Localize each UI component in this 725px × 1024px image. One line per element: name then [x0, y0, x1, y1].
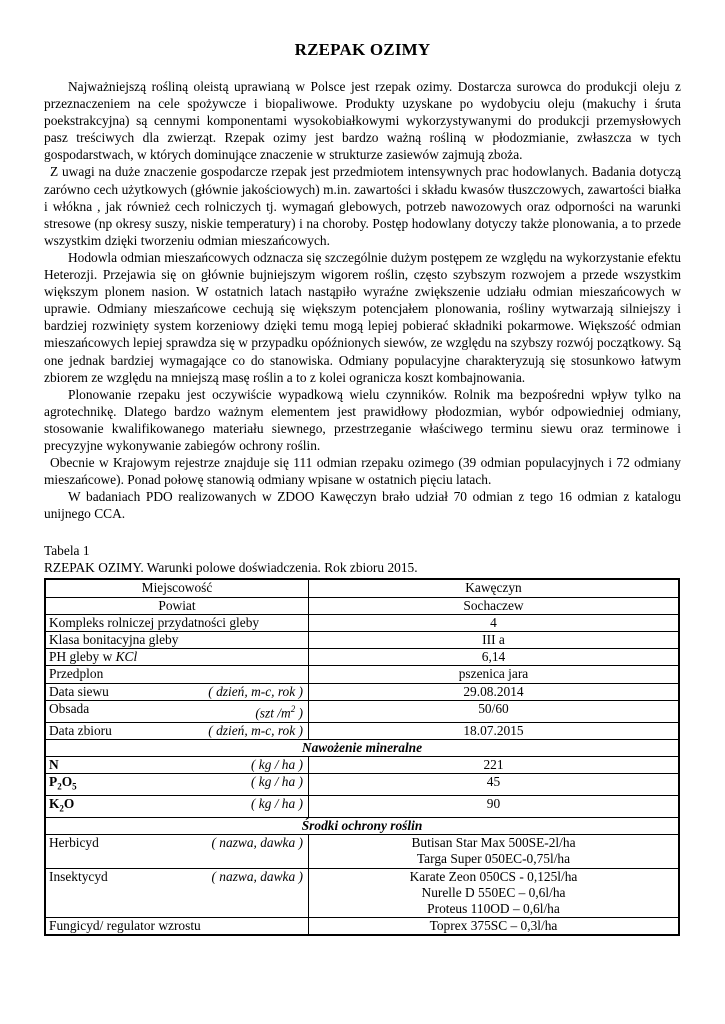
label-text: Herbicyd — [49, 835, 99, 851]
table-caption-block — [44, 542, 681, 576]
row-label — [45, 683, 309, 700]
row-value: Sochaczew — [309, 597, 680, 614]
table-row — [45, 683, 679, 700]
row-value: 18.07.2015 — [309, 722, 680, 739]
row-label — [45, 868, 309, 918]
label-text: Insektycyd — [49, 868, 108, 884]
unit-part: ) — [295, 705, 303, 721]
row-label: Przedplon — [45, 666, 309, 683]
paragraph: W badaniach PDO realizowanych w ZDOO Kawęczyn brało udział 70 odmian z tego 16 odmian z katalogu unijnego CCA. — [44, 489, 681, 522]
row-label: Fungicyd/ regulator wzrostu — [45, 918, 309, 936]
unit-part: (szt /m — [255, 705, 291, 721]
label-text — [49, 796, 74, 817]
table-row — [45, 579, 679, 597]
product-line: Karate Zeon 050CS - 0,125l/ha — [409, 868, 578, 884]
row-label — [45, 835, 309, 868]
formula-sub: 2 — [57, 781, 62, 792]
section-row — [45, 739, 679, 756]
row-value: III a — [309, 632, 680, 649]
row-label: Kompleks rolniczej przydatności gleby — [45, 614, 309, 631]
product-line: Nurelle D 550EC – 0,6l/ha — [421, 884, 566, 900]
table-label: Tabela 1 — [44, 543, 90, 559]
paragraph: Najważniejszą rośliną oleistą uprawianą w Polsce jest rzepak ozimy. Dostarcza surowca do produkcji oleju z przeznaczeniem na cele spożywcze i biopaliwowe. Produkty uzyskane po wydobyciu oleju (makuchy i śruta poekstrakcyjna) są cennymi komponentami wysokobiałkowymi wykorzystywanymi do produkcji przemysłowych pasz treściwych dla zwierząt. Rzepak ozimy jest bardzo ważną rośliną w płodozmianie, zwłaszcza w tych gospodarstwach, w których dominujące znaczenie w strukturze zasiewów zajmują zboża. — [44, 79, 681, 163]
formula-part: P — [49, 774, 58, 790]
row-value — [309, 918, 680, 936]
row-value: 4 — [309, 614, 680, 631]
row-label: Powiat — [45, 597, 309, 614]
label-text: Obsada — [49, 700, 90, 716]
product-line: Targa Super 050EC-0,75l/ha — [416, 851, 571, 867]
row-value: 45 — [309, 774, 680, 796]
section-heading-fertilization: Nawożenie mineralne — [45, 739, 679, 756]
ph-label-kcl: KCl — [115, 649, 138, 665]
unit-sup: 2 — [290, 703, 296, 714]
table-caption: RZEPAK OZIMY. Warunki polowe doświadczenia. Rok zbioru 2015. — [44, 560, 418, 576]
table-row — [45, 614, 679, 631]
row-value: 90 — [309, 796, 680, 818]
formula-part: O — [63, 796, 75, 812]
row-label: Miejscowość — [45, 579, 309, 597]
unit-text: ( dzień, m-c, rok ) — [208, 722, 303, 738]
document-title: RZEPAK OZIMY — [294, 40, 431, 59]
row-value: Kawęczyn — [309, 579, 680, 597]
label-text: Data zbioru — [49, 722, 112, 738]
paragraph: Obecnie w Krajowym rejestrze znajduje się 111 odmian rzepaku ozimego (39 odmian populacyjnych i 72 odmiany mieszańcowe). Ponad połowę stanowią odmiany wpisane w ostatnich pięciu latach. — [44, 455, 681, 488]
ph-label-text: PH gleby w — [49, 649, 113, 665]
table-row — [45, 632, 679, 649]
product-line: Proteus 110OD – 0,6l/ha — [427, 900, 560, 916]
row-value: 50/60 — [309, 700, 680, 722]
unit-text: ( dzień, m-c, rok ) — [208, 683, 303, 699]
row-label — [45, 796, 309, 818]
section-row — [45, 817, 679, 834]
table-row — [45, 918, 679, 936]
document-page — [44, 40, 681, 936]
row-label — [45, 649, 309, 666]
table-row — [45, 868, 679, 918]
product-line: Butisan Star Max 500SE-2l/ha — [411, 835, 576, 851]
formula-sub: 2 — [59, 803, 64, 814]
row-label — [45, 722, 309, 739]
unit-text: ( kg / ha ) — [250, 796, 303, 812]
unit-text: ( nazwa, dawka ) — [211, 868, 303, 884]
row-value: 6,14 — [309, 649, 680, 666]
formula-part: K — [49, 796, 60, 812]
row-label: Klasa bonitacyjna gleby — [45, 632, 309, 649]
label-text: Data siewu — [49, 683, 109, 699]
row-value: 29.08.2014 — [309, 683, 680, 700]
table-row — [45, 835, 679, 868]
row-value — [309, 868, 680, 918]
table-row — [45, 597, 679, 614]
row-value — [309, 835, 680, 868]
unit-text: ( kg / ha ) — [250, 774, 303, 790]
row-label — [45, 700, 309, 722]
table-row — [45, 666, 679, 683]
table-row — [45, 700, 679, 722]
table-row — [45, 796, 679, 818]
table-row — [45, 774, 679, 796]
label-text: N — [49, 756, 59, 772]
unit-text — [255, 701, 305, 722]
row-label — [45, 756, 309, 773]
row-value: pszenica jara — [309, 666, 680, 683]
paragraph: Plonowanie rzepaku jest oczywiście wypadkową wielu czynników. Rolnik ma bezpośredni wpływ tylko na agrotechnikę. Dlatego bardzo ważnym elementem jest prawidłowy płodozmian, wybór odpowiedniej odmiany, stosowanie kwalifikowanego materiału siewnego, przestrzeganie właściwego terminu siewu oraz terminowe i precyzyjne wykonywanie zabiegów ochrony roślin. — [44, 386, 681, 453]
paragraph: Hodowla odmian mieszańcowych odznacza się szczególnie dużym postępem ze względu na wykorzystanie efektu Heterozji. Przejawia się on głównie bujniejszym wigorem roślin, często szybszym rozwojem a przede wszystkim większym plonem nasion. W ostatnich latach nastąpiło wyraźne zwiększenie udziału odmian mieszańcowych w uprawie. Odmiany mieszańcowe cechują się większym potencjałem plonowania, rośliny wytwarzają silniejszy i bardziej rozwinięty system korzeniowy dzięki temu mogą lepiej pobierać składniki pokarmowe. Większość odmian mieszańcowych lepiej sprawdza się w przypadku opóźnionych siewów, ze względu na szybszy rozwój początkowy. Są one jednak bardziej wymagające co do stanowiska. Odmiany populacyjne charakteryzują się stosunkowo łatwym zbiorem ze względu na mniejszą masę roślin a to z kolei ogranicza koszt kombajnowania. — [44, 249, 681, 385]
label-text — [49, 774, 77, 795]
conditions-table — [44, 578, 680, 936]
formula-part: O — [61, 774, 73, 790]
product-line: Toprex 375SC – 0,3l/ha — [429, 918, 558, 934]
formula-sub: 5 — [72, 781, 77, 792]
row-value: 221 — [309, 756, 680, 773]
table-row — [45, 649, 679, 666]
table-row — [45, 756, 679, 773]
unit-text: ( kg / ha ) — [250, 756, 303, 772]
section-heading-plant-protection: Środki ochrony roślin — [45, 817, 679, 834]
table-row — [45, 722, 679, 739]
paragraph: Z uwagi na duże znaczenie gospodarcze rzepak jest przedmiotem intensywnych prac hodowlanych. Badania dotyczą zarówno cech użytkowych (głównie jakościowych) m.in. zawartości i składu kwasów tłuszczowych, zawartości białka i włókna , jak również cech rolniczych tj. wymagań glebowych, potrzeb nawozowych oraz odporności na warunki stresowe (np okresy suszy, niskie temperatury) i na choroby. Postęp hodowlany dotyczy także plonowania, a to przede wszystkim dzięki tworzeniu odmian mieszańcowych. — [44, 164, 681, 248]
unit-text: ( nazwa, dawka ) — [211, 835, 303, 851]
row-label — [45, 774, 309, 796]
